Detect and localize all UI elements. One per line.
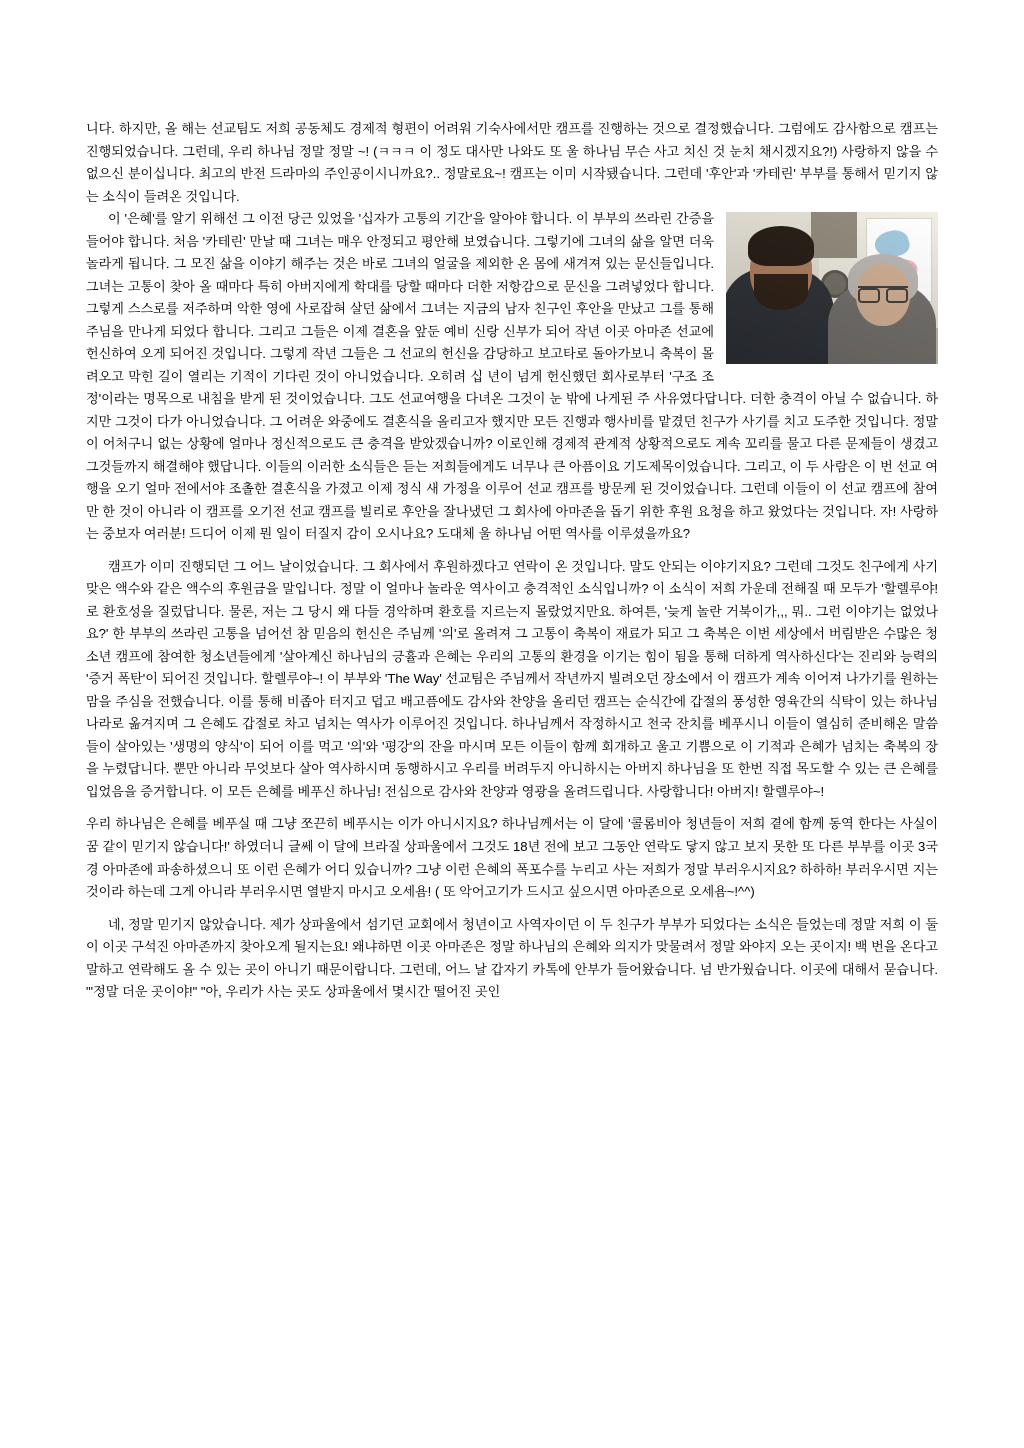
paragraph-2: 이 '은혜'를 알기 위해선 그 이전 당근 있었을 '십자가 고통의 기간'을 알아야 합니다. 이 부부의 쓰라린 간증을 들어야 합니다. 처음 '카테린' 만날 때 그녀는 매우 안정되고 평안해 보였습니다. 그렇기에 그녀의 삶을 알면 더욱 놀라게 됩니다. 그 모진 삶을 이야기 해주는 것은 바로 그녀의 얼굴을 제외한 온 몸에 새겨져 있는 문신들입니다. 그녀는 고통이 찾아 올 때마다 특히 아버지에게 학대를 당할 때마다 더한 저항감으로 문신을 그려넣었다 합니다. 그렇게 스스로를 저주하며 악한 영에 사로잡혀 살던 삶에서 그녀는 지금의 남자 친구인 후안을 만났고 그를 통해 주님을 만나게 되었다 합니다. 그리고 그들은 이제 결혼을 앞둔 예비 신랑 신부가 되어 작년 이곳 아마존 선교에 헌신하여 오게 되어진 것입니다. 그렇게 작년 그들은 그 선교의 헌신을 감당하고 보고타로 돌아가보니 축복이 몰려오고 막힌 길이 열리는 기적이 기다린 것이 아니었습니다. 오히려 십 년이 넘게 헌신했던 회사로부터 '구조 조정'이라는 명목으로 내침을 받게 된 것이었습니다. 그도 선교여행을 다녀온 그것이 눈 밖에 나게된 주 사유였다답니다. 더한 충격이 아닐 수 없습니다. 하지만 그것이 다가 아니었습니다. 그 어려운 와중에도 결혼식을 올리고자 했지만 모든 진행과 행사비를 맡겼던 친구가 사기를 치고 도주한 것입니다. 정말 이 어처구니 없는 상황에 얼마나 정신적으로도 큰 충격을 받았겠습니까? 이로인해 경제적 관계적 상황적으로도 계속 꼬리를 물고 다른 문제들이 생겼고 그것들까지 해결해야 했답니다. 이들의 이러한 소식들은 듣는 저희들에게도 너무나 큰 아픔이요 기도제목이었습니다. 그리고, 이 두 사람은 이 번 선교 여행을 오기 얼마 전에서야 조촐한 결혼식을 가졌고 이제 정식 새 가정을 이루어 선교 캠프를 방문케 된 것이었습니다. 그런데 이들이 이 선교 캠프에 참여만 한 것이 아니라 이 캠프를 오기전 선교 캠프를 빌리로 후안을 잘나냈던 그 회사에 아마존을 돕기 위한 후원 요청을 하고 왔었다는 것입니다. 자! 사랑하는 중보자 여러분! 드디어 이제 뭔 일이 터질지 감이 오시나요? 도대체 울 하나님 어떤 역사를 이루셨을까요? xyxy=(86,211,938,542)
mission-couple-photo xyxy=(726,212,938,364)
paragraph-1: 니다. 하지만, 올 해는 선교팀도 저희 공동체도 경제적 형편이 어려워 기숙사에서만 캠프를 진행하는 것으로 결정했습니다. 그럼에도 감사함으로 캠프는 진행되었습니다. 그런데, 우리 하나님 정말 정말 ~! (ㅋㅋㅋ 이 정도 대사만 나와도 또 울 하나님 무슨 사고 치신 것 눈치 채시겠지요?!) 사랑하지 않을 수 없으신 분이십니다. 최고의 반전 드라마의 주인공이시니까요?.. 정말로요~! 캠프는 이미 시작됐습니다. 그런데 '후안'과 '카테린' 부부를 통해서 믿기지 않는 소식이 들려온 것입니다. xyxy=(86,121,938,204)
document-body xyxy=(86,118,938,1004)
paragraph-3: 캠프가 이미 진행되던 그 어느 날이었습니다. 그 회사에서 후원하겠다고 연락이 온 것입니다. 말도 안되는 이야기지요? 그런데 그것도 친구에게 사기 맞은 액수와 같은 액수의 후원금을 말입니다. 정말 이 얼마나 놀라운 역사이고 충격적인 소식입니까? 이 소식이 저희 가운데 전해질 때 모두가 '할렐루야!로 환호성을 질렀답니다. 물론, 저는 그 당시 왜 다들 경악하며 환호를 지르는지 몰랐었지만요. 하여튼, '늦게 놀란 거북이가,,, 뭐.. 그런 이야기는 없었나요?' 한 부부의 쓰라린 고통을 넘어선 참 믿음의 헌신은 주님께 '의'로 올려져 그 고통이 축복이 재료가 되고 그 축복은 이번 세상에서 버림받은 수많은 청소년 캠프에 참여한 청소년들에게 '살아계신 하나님의 긍휼과 은혜는 우리의 고통의 환경을 이기는 힘이 됨을 통해 더하게 역사하신다'는 진리와 능력의 '증거 폭탄'이 되어진 것입니다. 할렐루야~! 이 부부와 'The Way' 선교팀은 주님께서 작년까지 빌려오던 장소에서 이 캠프가 계속 이어져 나가기를 원하는 맘을 주심을 전했습니다. 이를 통해 비좁아 터지고 덥고 배고픔에도 감사와 찬양을 올리던 캠프는 순식간에 갑절의 풍성한 영육간의 식탁이 있는 하나님 나라로 옮겨지며 그 은혜도 갑절로 차고 넘치는 역사가 이루어진 것입니다. 하나님께서 작정하시고 천국 잔치를 베푸시니 이들이 열심히 준비해온 말씀들이 살아있는 '생명의 양식'이 되어 이를 먹고 '의'와 '평강'의 잔을 마시며 모든 이들이 함께 회개하고 울고 기쁨으로 이 기적과 은혜가 넘치는 축복의 장을 누렸답니다. 뿐만 아니라 무엇보다 살아 역사하시며 동행하시고 우리를 버려두지 아니하시는 아버지 하나님을 또 한번 직접 목도할 수 있는 큰 은혜를 입었음을 증거합니다. 이 모든 은혜를 베푸신 하나님! 전심으로 감사와 찬양과 영광을 올려드립니다. 사랑합니다! 아버지! 할렐루야~! xyxy=(86,558,938,799)
photo-image xyxy=(726,212,938,364)
paragraph-5: 네, 정말 믿기지 않았습니다. 제가 상파울에서 섬기던 교회에서 청년이고 사역자이던 이 두 친구가 부부가 되었다는 소식은 들었는데 정말 저희 이 둘이 이곳 구석진 아마존까지 찾아오게 될지는요! 왜냐하면 이곳 아마존은 정말 하나님의 은혜와 의지가 맞물려서 정말 와야지 오는 곳이지! 백 번을 온다고 말하고 연락해도 올 수 있는 곳이 아니기 때문이랍니다. 그런데, 어느 날 갑자기 카톡에 안부가 들어왔습니다. 넘 반가웠습니다. 이곳에 대해서 묻습니다. "'정말 더운 곳이야!" "아, 우리가 사는 곳도 상파울에서 몇시간 떨어진 곳인 xyxy=(86,916,938,1000)
paragraph-4: 우리 하나님은 은혜를 베푸실 때 그냥 쪼끈히 베푸시는 이가 아니시지요? 하나님께서는 이 달에 '콜롬비아 청년들이 저희 곁에 함께 동역 한다는 사실이 꿈 같이 믿기지 않습니다!' 하였더니 글쎄 이 달에 브라질 상파울에서 그것도 18년 전에 보고 그동안 연락도 닿지 않고 보지 못한 또 다른 부부를 이곳 3국경 아마존에 파송하셨으니 또 이런 은혜가 어디 있습니까? 그냥 이런 은혜의 폭포수를 누리고 사는 저희가 정말 부러우시지요? 하하하! 부러우시면 지는 것이라 하는데 그게 아니라 부러우시면 열받지 마시고 오세욤! ( 또 악어고기가 드시고 싶으시면 아마존으로 오세욤~!^^) xyxy=(86,816,938,900)
photo-shading xyxy=(726,212,938,364)
